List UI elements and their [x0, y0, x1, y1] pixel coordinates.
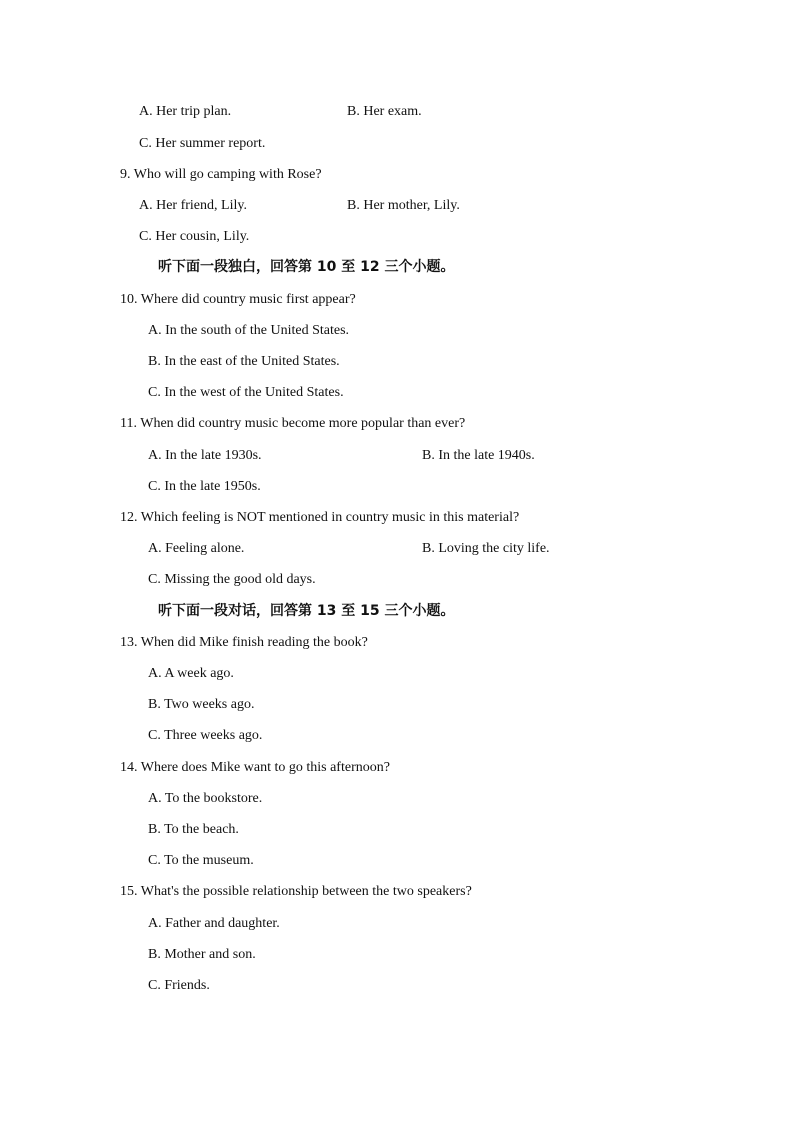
q9-option-a: A. Her friend, Lily. — [139, 198, 247, 213]
q10-option-a: A. In the south of the United States. — [148, 323, 350, 338]
q9-option-c: C. Her cousin, Lily. — [139, 229, 250, 244]
q15-option-a: A. Father and daughter. — [148, 916, 280, 931]
q10-option-c: C. In the west of the United States. — [148, 385, 344, 400]
section-heading-dialogue: 听下面一段对话，回答第 13 至 15 三个小题。 — [158, 603, 455, 619]
section-heading-monologue: 听下面一段独白，回答第 10 至 12 三个小题。 — [158, 259, 455, 275]
q12-option-c: C. Missing the good old days. — [148, 572, 316, 587]
q14-option-b: B. To the beach. — [148, 822, 239, 837]
q8-option-b: B. Her exam. — [347, 104, 422, 119]
q8-option-c: C. Her summer report. — [139, 136, 266, 151]
q15-question: 15. What's the possible relationship between the two speakers? — [120, 884, 472, 899]
q15-option-c: C. Friends. — [148, 978, 210, 993]
q14-option-a: A. To the bookstore. — [148, 791, 263, 806]
q10-option-b: B. In the east of the United States. — [148, 354, 340, 369]
q12-option-b: B. Loving the city life. — [422, 541, 550, 556]
q11-option-a: A. In the late 1930s. — [148, 448, 262, 463]
q13-option-a: A. A week ago. — [148, 666, 234, 681]
q9-option-b: B. Her mother, Lily. — [347, 198, 460, 213]
q11-option-b: B. In the late 1940s. — [422, 448, 535, 463]
q14-question: 14. Where does Mike want to go this afternoon? — [120, 760, 390, 775]
q13-question: 13. When did Mike finish reading the book? — [120, 635, 368, 650]
q11-option-c: C. In the late 1950s. — [148, 479, 261, 494]
q12-option-a: A. Feeling alone. — [148, 541, 245, 556]
q11-question: 11. When did country music become more popular than ever? — [120, 416, 466, 431]
q14-option-c: C. To the museum. — [148, 853, 254, 868]
q10-question: 10. Where did country music first appear? — [120, 292, 356, 307]
q13-option-c: C. Three weeks ago. — [148, 728, 263, 743]
q13-option-b: B. Two weeks ago. — [148, 697, 255, 712]
q8-option-a: A. Her trip plan. — [139, 104, 232, 119]
q12-question: 12. Which feeling is NOT mentioned in country music in this material? — [120, 510, 520, 525]
q9-question: 9. Who will go camping with Rose? — [120, 167, 322, 182]
q15-option-b: B. Mother and son. — [148, 947, 256, 962]
